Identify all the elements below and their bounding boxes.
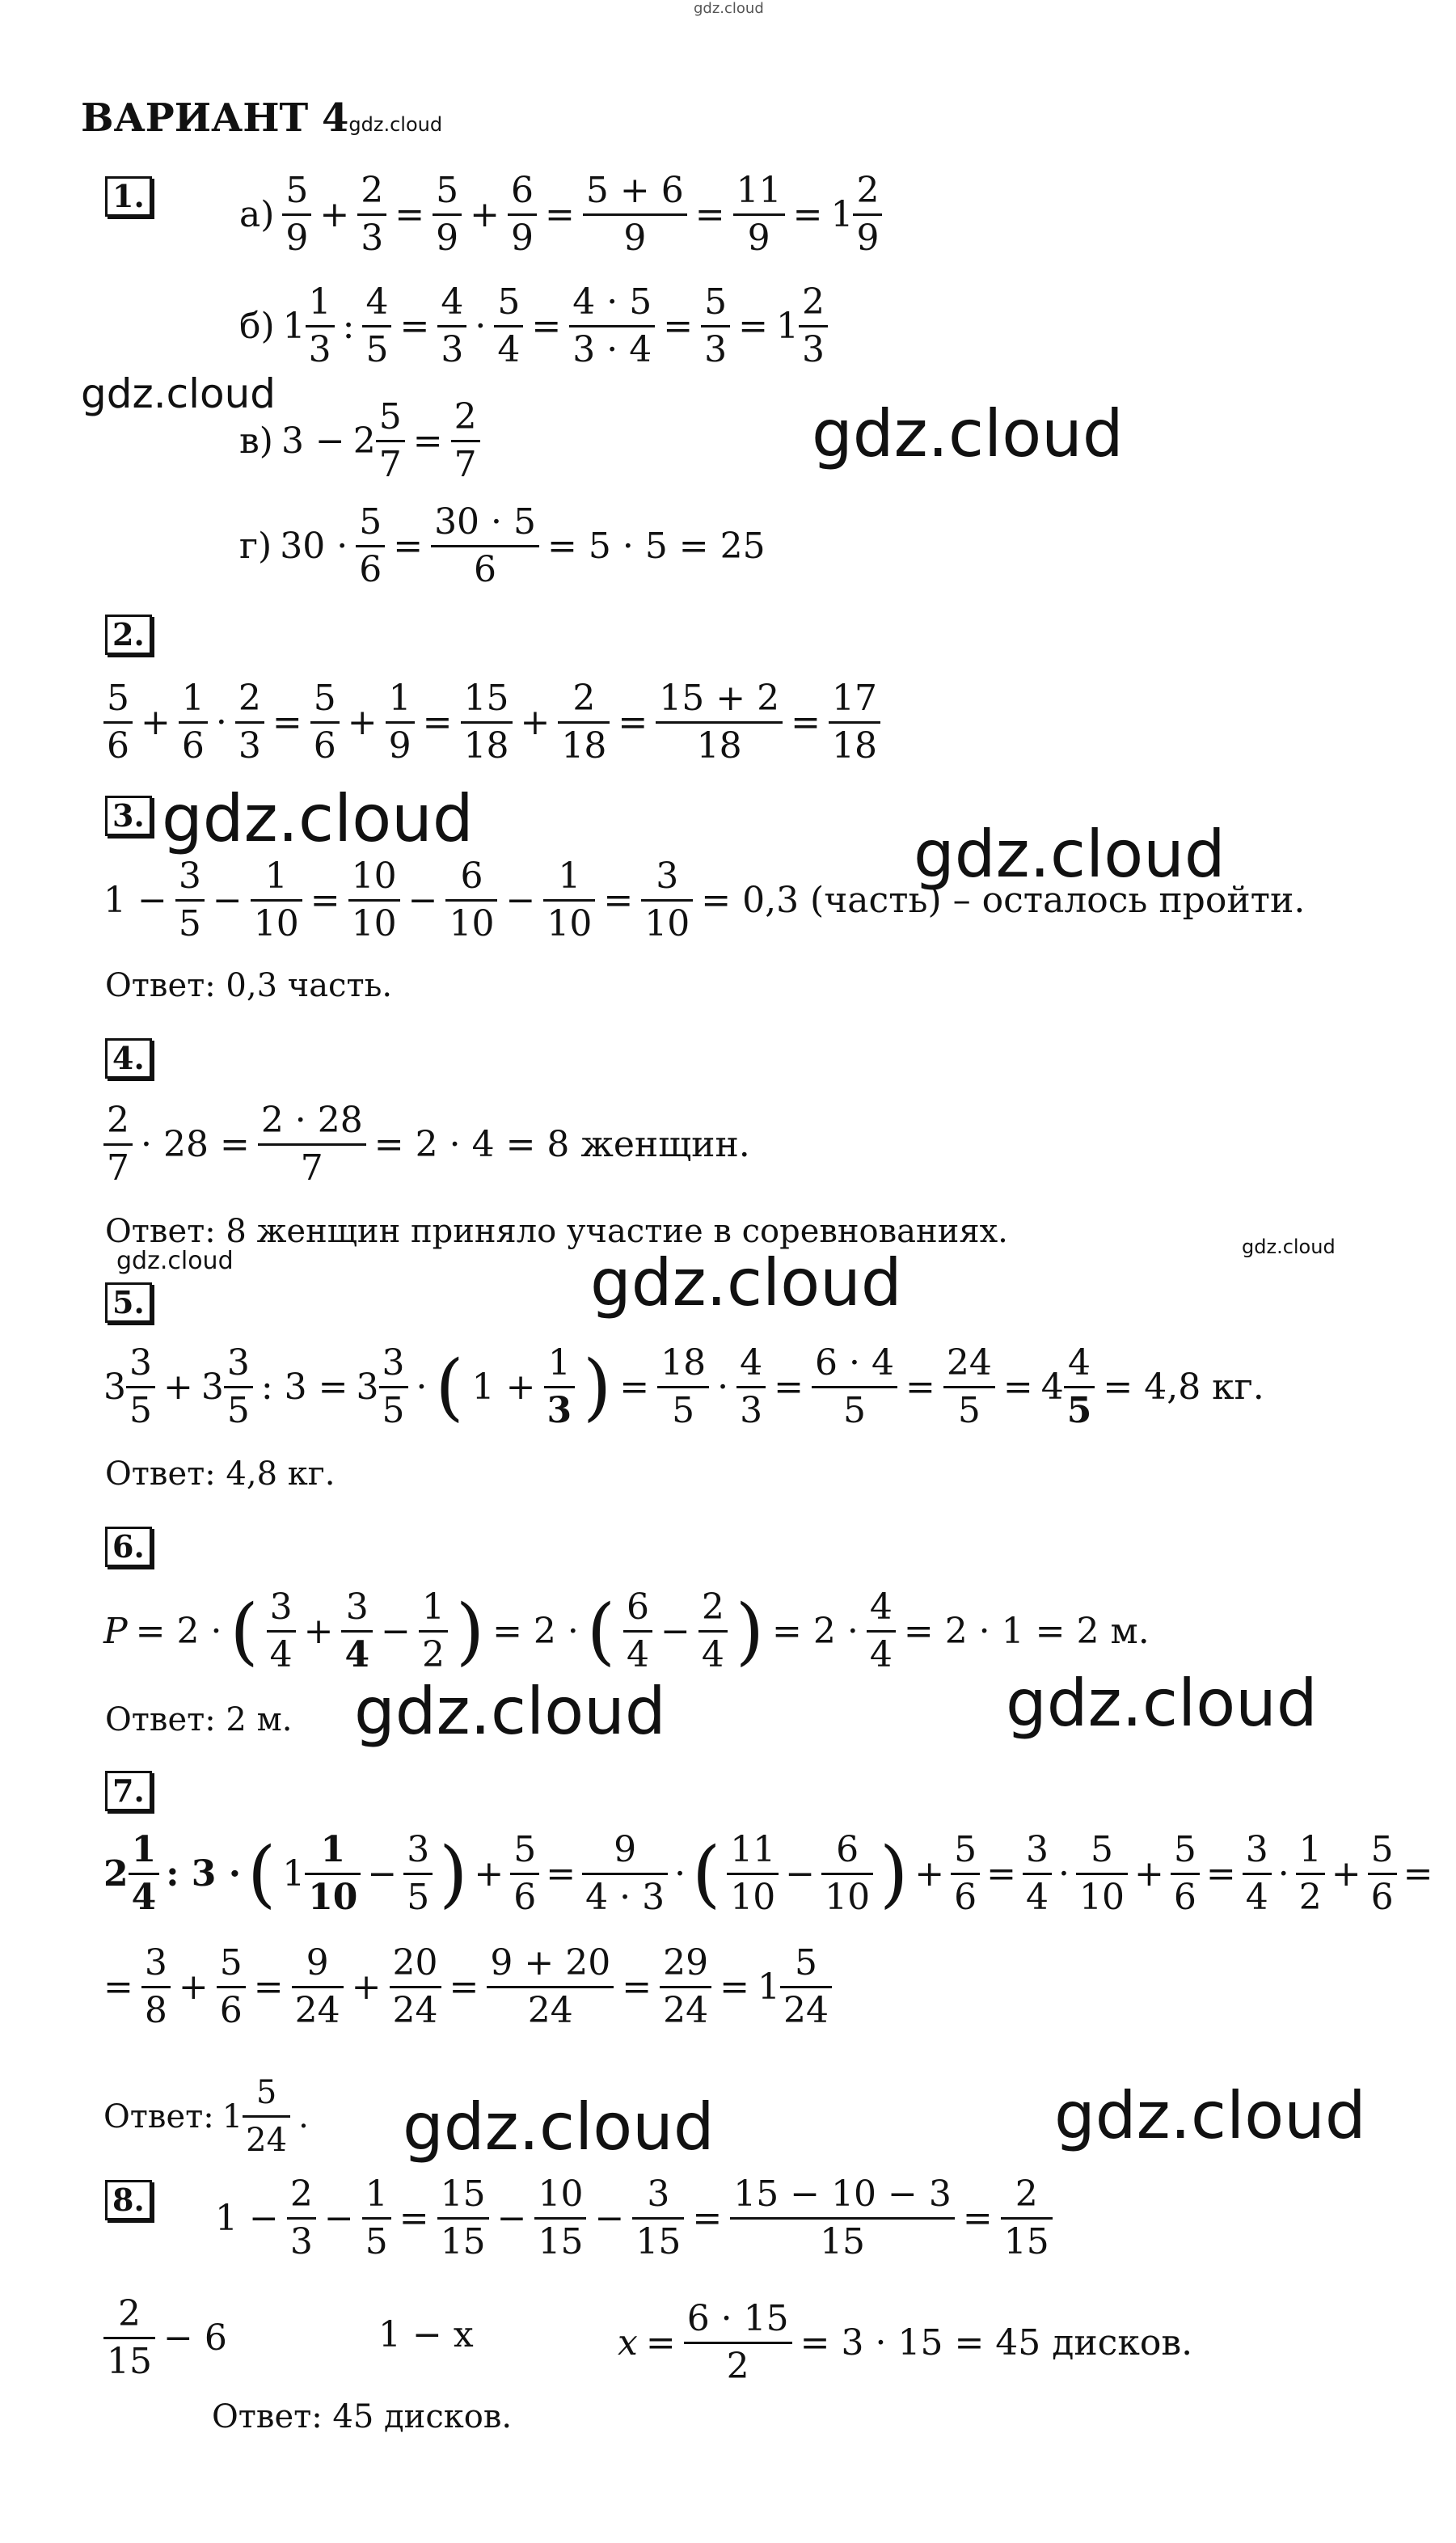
task5-line: 3 $\frac{3}{5}$ + 3 $\frac{3}{5}$ : 3 = 3 $\frac{3}{5}$ · ( 1 + $\frac{1}{3}$ ) = $\frac{18}{5}$ · $\frac{4}{3}$ = $\frac{6 \cdot 4}{5}$ = $\frac{24}{5}$ = 4 $\frac{4}{5}$ = 4,8 кг. (103, 1342, 1264, 1431)
watermark: gdz.cloud (1006, 1666, 1318, 1741)
task8-line-2a: $\frac{2}{15}$ − 6 (103, 2292, 227, 2385)
task8-line-2c: x = $\frac{6 \cdot 15}{2}$ = 3 · 15 = 45 дисков. (618, 2298, 1193, 2387)
task7-line-2: = $\frac{3}{8}$ + $\frac{5}{6}$ = $\frac{9}{24}$ + $\frac{20}{24}$ = $\frac{9 + 20}{24}$ = $\frac{29}{24}$ = 1 $\frac{5}{24}$ (103, 1941, 832, 2034)
task1-line-b: б) 1 $\frac{1}{3}$ : $\frac{4}{5}$ = $\frac{4}{3}$ · $\frac{5}{4}$ = $\frac{4 \cdot 5}{3 \cdot 4}$ = $\frac{5}{3}$ = 1 $\frac{2}{3}$ (239, 280, 828, 373)
task8-x-label: 1 − x (378, 2314, 474, 2355)
watermark: gdz.cloud (1054, 2078, 1366, 2153)
task3-line: 1 − $\frac{3}{5}$ − $\frac{1}{10}$ = $\frac{10}{10}$ − $\frac{6}{10}$ − $\frac{1}{10}$ = $\frac{3}{10}$ = 0,3 (часть) – осталось пройти. (103, 855, 1306, 944)
page-title (81, 95, 442, 141)
task1-line-a: а) $\frac{5}{9}$ + $\frac{2}{3}$ = $\frac{5}{9}$ + $\frac{6}{9}$ = $\frac{5 + 6}{9}$ = $\frac{11}{9}$ = 1 $\frac{2}{9}$ (239, 168, 882, 261)
task7-answer: Ответ: 1 $\frac{5}{24}$ . (103, 2074, 309, 2159)
task-number-4: 4. (105, 1038, 152, 1079)
task4-line: $\frac{2}{7}$ · 28 = $\frac{2 \cdot 28}{7}$ = 2 · 4 = 8 женщин. (103, 1098, 750, 1191)
task1-a-label: а) (239, 194, 275, 235)
watermark-top: gdz.cloud (694, 0, 764, 17)
watermark: gdz.cloud (403, 2089, 715, 2165)
task-number-2: 2. (105, 615, 152, 655)
task-number-1: 1. (105, 176, 152, 217)
task-number-5: 5. (105, 1282, 152, 1323)
task1-b-label: б) (239, 306, 275, 347)
task8-tail: = 3 · 15 = 45 дисков. (800, 2322, 1193, 2363)
task-number-7: 7. (105, 1771, 152, 1811)
task6-line: P = 2 · ( $\frac{3}{4}$ + $\frac{3}{4}$ − $\frac{1}{2}$ ) = 2 · ( $\frac{6}{4}$ − $\frac{2}{4}$ ) = 2 · $\frac{4}{4}$ = 2 · 1 = 2 м. (103, 1586, 1150, 1675)
title-watermark: gdz.cloud (348, 113, 443, 136)
task7-line-1: 2 $\frac{1}{4}$ : 3 · ( 1 $\frac{1}{10}$ − $\frac{3}{5}$ ) + $\frac{5}{6}$ = $\frac{9}{4 \cdot 3}$ · ( $\frac{11}{10}$ − $\frac{6}{10}$ ) + $\frac{5}{6}$ = $\frac{3}{4}$ · $\frac{5}{10}$ + $\frac{5}{6}$ = $\frac{3}{4}$ · $\frac{1}{2}$ + $\frac{5}{6}$ = (103, 1829, 1433, 1918)
task5-tail: = 4,8 кг. (1103, 1367, 1264, 1408)
task8-line-2b (378, 2314, 474, 2355)
task1-line-v: в) 3 − 2 $\frac{5}{7}$ = $\frac{2}{7}$ (239, 395, 480, 488)
task-number-8: 8. (105, 2180, 152, 2220)
task-number-3: 3. (105, 796, 152, 836)
task5-answer: Ответ: 4,8 кг. (105, 1455, 336, 1493)
task1-line-g: г) 30 · $\frac{5}{6}$ = $\frac{30 \cdot 5}{6}$ = 5 · 5 = 25 (239, 501, 766, 590)
task2-line: $\frac{5}{6}$ + $\frac{1}{6}$ · $\frac{2}{3}$ = $\frac{5}{6}$ + $\frac{1}{9}$ = $\frac{15}{18}$ + $\frac{2}{18}$ = $\frac{15 + 2}{18}$ = $\frac{17}{18}$ (103, 676, 880, 769)
task6-tail: = 2 · 1 = 2 м. (903, 1611, 1150, 1652)
watermark: gdz.cloud (590, 1245, 902, 1320)
task6-answer: Ответ: 2 м. (105, 1701, 293, 1738)
task8-answer: Ответ: 45 дисков. (212, 2398, 513, 2435)
task1-v-label: в) (239, 420, 273, 462)
watermark: gdz.cloud (914, 817, 1226, 892)
task8-line-1: 1 − $\frac{2}{3}$ − $\frac{1}{5}$ = $\frac{15}{15}$ − $\frac{10}{15}$ − $\frac{3}{15}$ = $\frac{15 - 10 - 3}{15}$ = $\frac{2}{15}$ (215, 2172, 1053, 2265)
watermark: gdz.cloud (812, 396, 1124, 471)
watermark: gdz.cloud (1242, 1236, 1336, 1258)
page-title-text: ВАРИАНТ 4 (81, 95, 349, 141)
task3-tail: = 0,3 (часть) – осталось пройти. (701, 880, 1306, 921)
watermark: gdz.cloud (81, 370, 276, 417)
task4-answer: Ответ: 8 женщин приняло участие в соревнованиях. (105, 1213, 1008, 1250)
task1-g-label: г) (239, 526, 272, 567)
task-number-6: 6. (105, 1527, 152, 1567)
watermark: gdz.cloud (354, 1674, 666, 1749)
watermark: gdz.cloud (162, 781, 474, 856)
task4-tail: = 2 · 4 = 8 женщин. (373, 1124, 750, 1165)
task3-answer: Ответ: 0,3 часть. (105, 967, 393, 1004)
task7-answer-label: Ответ: (103, 2097, 214, 2135)
watermark: gdz.cloud (116, 1247, 234, 1275)
